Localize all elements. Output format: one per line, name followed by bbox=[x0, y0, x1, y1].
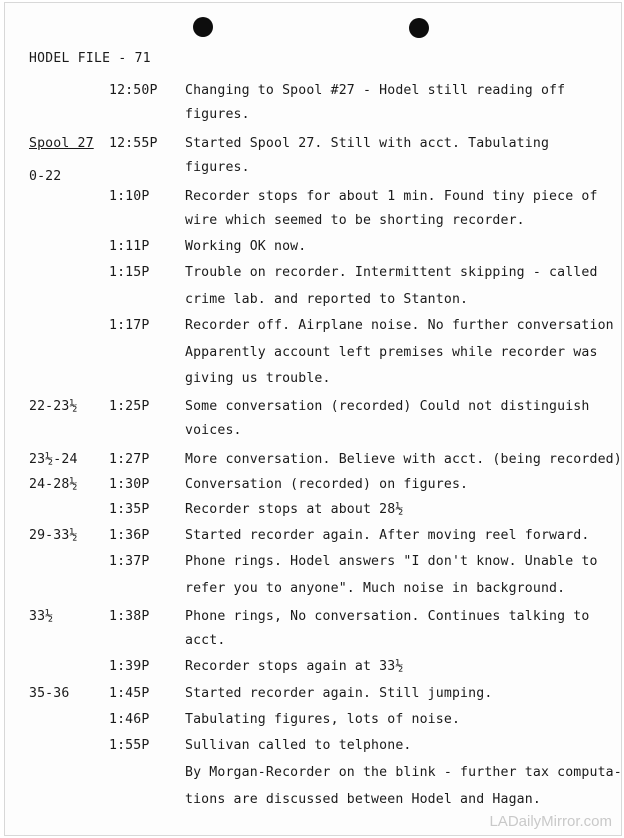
log-time: 1:11P bbox=[109, 239, 150, 254]
reel-range: 33½ bbox=[29, 609, 54, 624]
log-text-line: acct. bbox=[185, 633, 226, 648]
log-time: 1:55P bbox=[109, 738, 150, 753]
log-text-line: Recorder stops again at 33½ bbox=[185, 659, 404, 674]
log-text-line: giving us trouble. bbox=[185, 371, 331, 386]
log-text-line: Tabulating figures, lots of noise. bbox=[185, 712, 461, 727]
log-text-line: Recorder off. Airplane noise. No further conversation bbox=[185, 318, 614, 333]
log-text-line: Trouble on recorder. Intermittent skipping - called bbox=[185, 265, 598, 280]
log-time: 1:27P bbox=[109, 452, 150, 467]
reel-range: 35-36 bbox=[29, 686, 70, 701]
log-time: 1:30P bbox=[109, 477, 150, 492]
reel-range: 29-33½ bbox=[29, 528, 78, 543]
log-text-line: Apparently account left premises while recorder was bbox=[185, 345, 598, 360]
log-text-line: Phone rings, No conversation. Continues talking to bbox=[185, 609, 590, 624]
log-time: 1:35P bbox=[109, 502, 150, 517]
log-time: 12:50P bbox=[109, 83, 158, 98]
log-text-line: Started Spool 27. Still with acct. Tabulating bbox=[185, 136, 550, 151]
reel-range: 24-28½ bbox=[29, 477, 78, 492]
log-text-line: Some conversation (recorded) Could not distinguish bbox=[185, 399, 590, 414]
log-text-line: crime lab. and reported to Stanton. bbox=[185, 292, 469, 307]
log-text-line: Started recorder again. After moving reel forward. bbox=[185, 528, 590, 543]
document-page bbox=[4, 2, 622, 836]
log-text-line: Phone rings. Hodel answers "I don't know. Unable to bbox=[185, 554, 598, 569]
reel-range: 23½-24 bbox=[29, 452, 78, 467]
log-text-line: More conversation. Believe with acct. (being recorded) bbox=[185, 452, 622, 467]
reel-range: Spool 27 bbox=[29, 136, 94, 151]
binder-hole-left bbox=[193, 17, 213, 37]
log-time: 1:45P bbox=[109, 686, 150, 701]
log-text-line: By Morgan-Recorder on the blink - further tax computa- bbox=[185, 765, 622, 780]
log-text-line: Recorder stops for about 1 min. Found tiny piece of bbox=[185, 189, 598, 204]
log-text-line: refer you to anyone". Much noise in background. bbox=[185, 581, 566, 596]
log-time: 1:37P bbox=[109, 554, 150, 569]
log-time: 1:38P bbox=[109, 609, 150, 624]
log-text-line: wire which seemed to be shorting recorder. bbox=[185, 213, 525, 228]
log-text-line: Sullivan called to telphone. bbox=[185, 738, 412, 753]
log-text-line: Conversation (recorded) on figures. bbox=[185, 477, 469, 492]
log-text-line: Working OK now. bbox=[185, 239, 307, 254]
reel-range: 22-23½ bbox=[29, 399, 78, 414]
log-text-line: voices. bbox=[185, 423, 242, 438]
log-text-line: Started recorder again. Still jumping. bbox=[185, 686, 493, 701]
log-time: 1:39P bbox=[109, 659, 150, 674]
log-time: 1:46P bbox=[109, 712, 150, 727]
log-time: 12:55P bbox=[109, 136, 158, 151]
log-text-line: Recorder stops at about 28½ bbox=[185, 502, 404, 517]
log-time: 1:17P bbox=[109, 318, 150, 333]
log-time: 1:25P bbox=[109, 399, 150, 414]
log-text-line: Changing to Spool #27 - Hodel still reading off bbox=[185, 83, 566, 98]
log-time: 1:15P bbox=[109, 265, 150, 280]
file-header: HODEL FILE - 71 bbox=[29, 51, 151, 66]
log-time: 1:36P bbox=[109, 528, 150, 543]
log-text-line: figures. bbox=[185, 160, 250, 175]
log-text-line: tions are discussed between Hodel and Hagan. bbox=[185, 792, 541, 807]
watermark: LADailyMirror.com bbox=[489, 813, 612, 830]
log-time: 1:10P bbox=[109, 189, 150, 204]
reel-range: 0-22 bbox=[29, 169, 62, 184]
binder-hole-right bbox=[409, 18, 429, 38]
log-text-line: figures. bbox=[185, 107, 250, 122]
